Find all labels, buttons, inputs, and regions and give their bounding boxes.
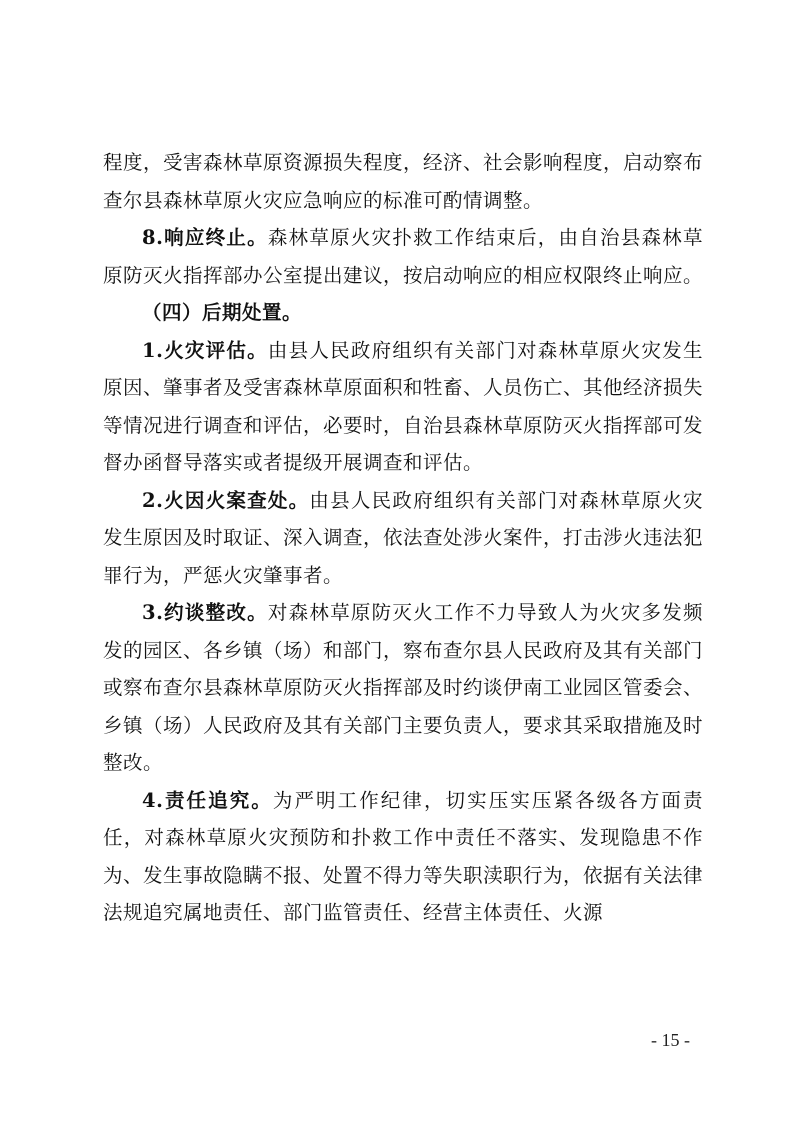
section-heading: （四）后期处置。	[142, 301, 303, 324]
paragraph-text: 为严明工作纪律，切实压实压紧各级各方面责任，对森林草原火灾预防和扑救工作中责任不落实、发现隐患不作为、发生事故隐瞒不报、处置不得力等失职渎职行为，依据有关法律法规追究属地责任、部门监管责任、经营主体责任、火源	[103, 788, 704, 924]
paragraph-fire-assessment	[103, 332, 703, 482]
paragraph-interview-rectification	[103, 594, 703, 782]
page-number: - 15 -	[651, 1030, 690, 1050]
section-title-post-disposal	[103, 294, 703, 332]
paragraph-heading: 4.责任追究。	[142, 788, 273, 812]
paragraph-continuation	[103, 144, 703, 219]
paragraph-heading: 2.火因火案查处。	[142, 488, 310, 512]
paragraph-accountability	[103, 782, 703, 932]
paragraph-text: 森林草原火灾扑救工作结束后，由自治县森林草原防灭火指挥部办公室提出建议，按启动响应的相应权限终止响应。	[103, 226, 704, 287]
paragraph-heading: 3.约谈整改。	[142, 601, 268, 624]
paragraph-text: 由县人民政府组织有关部门对森林草原火灾发生原因及时取证、深入调查，依法查处涉火案件，打击涉火违法犯罪行为，严惩火灾肇事者。	[103, 488, 704, 587]
paragraph-response-termination	[103, 219, 703, 294]
paragraph-heading: 8.响应终止。	[142, 226, 268, 249]
paragraph-fire-case-investigation	[103, 482, 703, 595]
paragraph-text: 对森林草原防灭火工作不力导致人为火灾多发频发的园区、各乡镇（场）和部门，察布查尔县人民政府及其有关部门或察布查尔县森林草原防灭火指挥部及时约谈伊南工业园区管委会、乡镇（场）人民政府及其有关部门主要负责人，要求其采取措施及时整改。	[103, 601, 704, 774]
body-text	[103, 144, 703, 932]
paragraph-text: 由县人民政府组织有关部门对森林草原火灾发生原因、肇事者及受害森林草原面积和牲畜、人员伤亡、其他经济损失等情况进行调查和评估，必要时，自治县森林草原防灭火指挥部可发督办函督导落实或者提级开展调查和评估。	[103, 338, 704, 474]
paragraph-heading: 1.火灾评估。	[142, 338, 268, 362]
paragraph-text: 程度，受害森林草原资源损失程度，经济、社会影响程度，启动察布查尔县森林草原火灾应急响应的标准可酌情调整。	[103, 151, 704, 212]
